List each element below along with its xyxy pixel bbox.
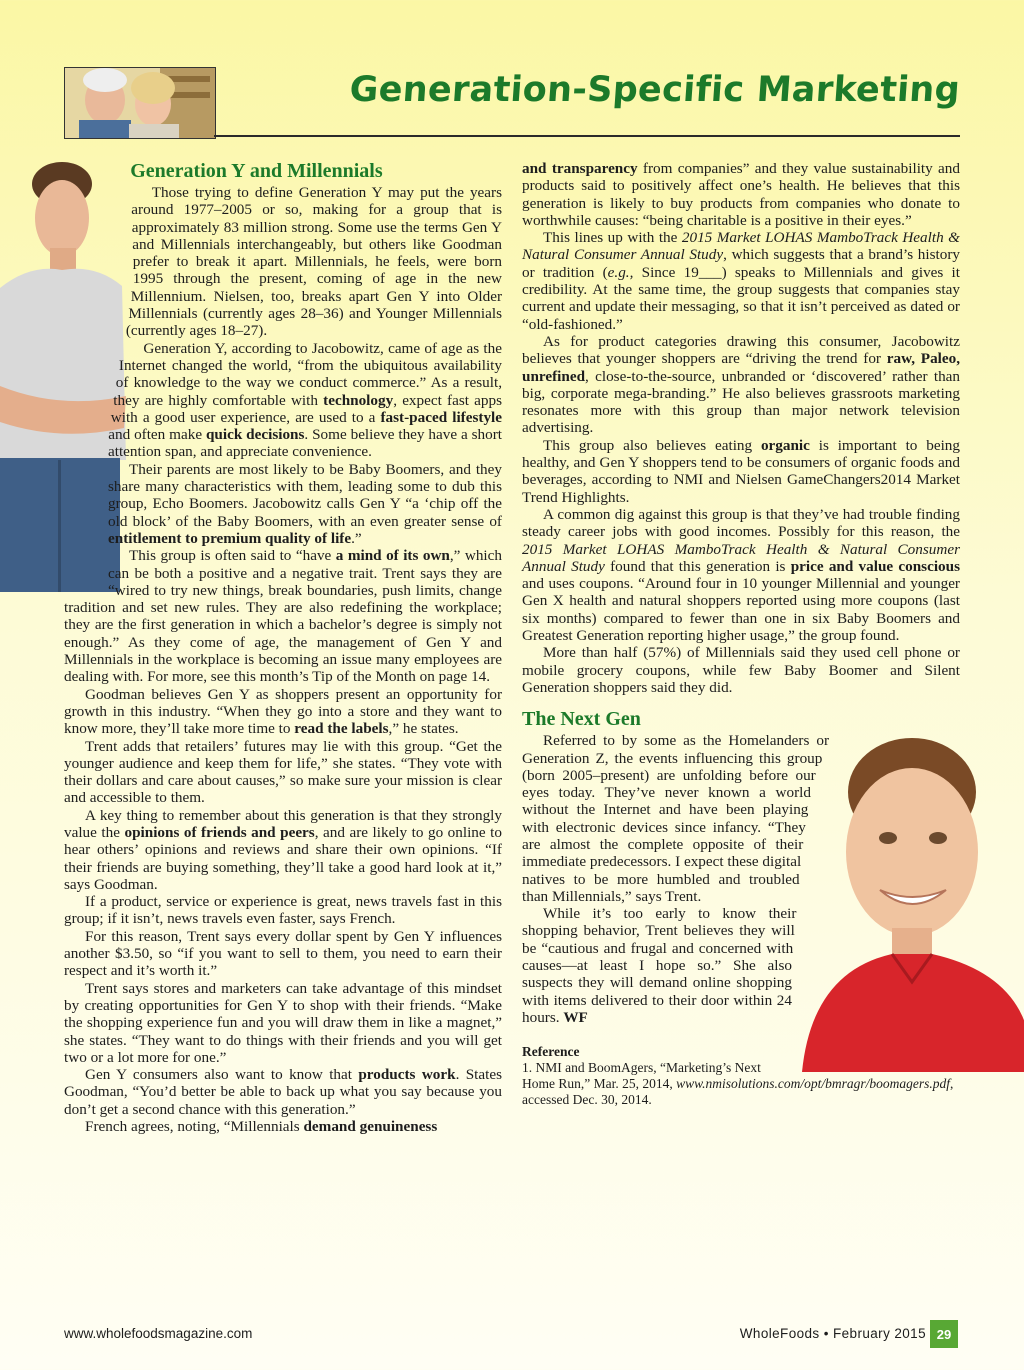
paragraph: Their parents are most likely to be Baby Boomers, and they share many characteristics with them, leading some to dub this group, Echo Boomers. Jacobowitz calls Gen Y “a ‘chip off the old block’ of the Baby Boomers, with an even greater sense of entitlement to premium quality of life.” [108,460,502,547]
header-photo [64,67,216,139]
paragraph: While it’s too early to know their shopping behavior, Trent believes they will be “cautious and frugal and concerned with causes—at least I hope so.” She also suspects they will demand online shopping with items delivered to their door within 24 hours. WF [522,905,797,1026]
title-rule [214,135,960,137]
page-title: Generation-Specific Marketing [348,70,962,110]
left-column [64,160,502,1135]
paragraph: A key thing to remember about this generation is that they strongly value the opinions of friends and peers, and are likely to go online to hear others’ opinions and reviews and share their own opinions. “If their friends are buying something, they’ll take a good hard look at it,” says Goodman. [64,806,502,893]
paragraph: Goodman believes Gen Y as shoppers present an opportunity for growth in this industry. “When they go into a store and they want to know more, they’ll take more time to read the labels,” he states. [64,685,502,738]
paragraph: For this reason, Trent says every dollar spent by Gen Y influences another $3.50, so “if you want to sell to them, you need to earn their respect and it’s worth it.” [64,927,502,980]
paragraph: Those trying to define Generation Y may put the years around 1977–2005 or so, making for a group that is approximately 83 million strong. Some use the terms Gen Y and Millennials interchangeably, but others like Goodman prefer to break it apart. Millennials, he feels, were born 1995 through the present, coming of age in the new Millennium. Nielsen, too, breaks apart Gen Y into Older Millennials (currently ages 28–36) and Younger Millennials (currently ages 18–27). [125,184,502,340]
reference-text: 1. NMI and BoomAgers, “Marketing’s Next Home Run,” Mar. 25, 2014, www.nmisolutions.com/opt/bmragr/boomagers.pdf, accessed Dec. 30, 2014. [522,1060,954,1108]
older-couple-image [65,68,215,138]
section-title-gen-y: Generation Y and Millennials [130,160,383,182]
footer-issue: WholeFoods • February 2015 [739,1326,926,1341]
reference-heading: Reference [522,1044,580,1060]
paragraph: Trent says stores and marketers can take advantage of this mindset by creating opportunities for Gen Y to shop with their friends. “Make the shopping experience fun and you will draw them in like a magnet,” she states. “They want to do things with their friends and you will get two or a lot more for one.” [64,979,502,1066]
smiling-boy-image [792,732,1024,1072]
right-column [522,160,960,1108]
paragraph: French agrees, noting, “Millennials demand genuineness [85,1118,438,1136]
paragraph: This group is often said to “have a mind of its own,” which can be both a positive and a negative trait. Trent says they are “wired to try new things, break boundaries, push limits, change tradition and set new rules. They are also redefining the workplace; they are the first generation in which a bachelor’s degree is simply not enough.” As they come of age, the management of Gen Y and Millennials in the workplace is becoming an issue many employees are dealing with. For more, see this month’s Tip of the Month on page 14. [64,547,502,686]
section-title-next-gen: The Next Gen [522,708,641,731]
paragraph: As for product categories drawing this consumer, Jacobowitz believes that younger shoppers are “driving the trend for raw, Paleo, unrefined, close-to-the-source, unbranded or ‘discovered’ rather than big, corporate mega-branding.” He also believes grassroots marketing resonates more with this group than major network television advertising. [522,332,961,437]
paragraph: A common dig against this group is that they’ve had trouble finding steady career jobs with good incomes. Possibly for this reason, the 2015 Market LOHAS MamboTrack Health & Natural Consumer Annual Study found that this generation is price and value conscious and uses coupons. “Around four in 10 younger Millennial and younger Gen X health and natural shoppers reported using more coupons (last six months) compared to fewer than one in six Baby Boomers and Greatest Generation reporting higher usage,” the group found. [522,505,960,645]
paragraph: More than half (57%) of Millennials said they used cell phone or mobile grocery coupons, while few Baby Boomer and Silent Generation shoppers said they did. [522,644,960,696]
paragraph: This lines up with the 2015 Market LOHAS MamboTrack Health & Natural Consumer Annual Study, which suggests that a brand’s history or tradition (e.g., Since 19___) speaks to Millennials and gives it credibility. At the same time, the group suggests that companies stay current and update their messaging, so that it isn’t perceived as dated or “old-fashioned.” [522,229,960,333]
paragraph: Generation Y, according to Jacobowitz, came of age as the Internet changed the world, “from the ubiquitous availability of knowledge to the way we conduct commerce.” As a result, they are highly comfortable with technology, expect fast apps with a good user experience, are used to a fast-paced lifestyle and often make quick decisions. Some believe they have a short attention span, and appreciate convenience. [108,339,502,461]
paragraph: and transparency from companies” and they value sustainability and products said to positively affect one’s health. He believes that this generation is likely to buy products from companies who donate to worthwhile causes: “being charitable is a positive in their eyes.” [522,160,960,229]
boy-photo [792,732,1024,1072]
paragraph: Referred to by some as the Homelanders or Generation Z, the events influencing this group (born 2005–present) are unfolding before our eyes today. They’ve never known a world without the Internet and have been playing with electronic devices since infancy. “They are almost the complete opposite of their immediate predecessors. I expect these digital natives to be more humbled and troubled than Millennials,” says Trent. [522,732,830,905]
paragraph: Gen Y consumers also want to know that products work. States Goodman, “You’d better be able to back up what you say because you don’t get a second chance with this generation.” [64,1066,503,1118]
paragraph: If a product, service or experience is great, news travels fast in this group; if it isn’t, news travels even faster, says French. [64,893,502,928]
reference-link[interactable]: www.nmisolutions.com/opt/bmragr/boomagers.pdf [676,1076,951,1092]
footer-url[interactable]: www.wholefoodsmagazine.com [64,1326,253,1341]
paragraph: Trent adds that retailers’ futures may lie with this group. “Get the younger audience and keep them for life,” she states. “They vote with their dollars and care about causes,” so make sure your mission is clear and accessible to them. [64,737,502,807]
page-number: 29 [930,1320,958,1348]
paragraph: This group also believes eating organic is important to being healthy, and Gen Y shoppers tend to be consumers of organic foods and beverages, according to NMI and Nielsen GameChangers2014 Market Trend Highlights. [522,436,960,506]
